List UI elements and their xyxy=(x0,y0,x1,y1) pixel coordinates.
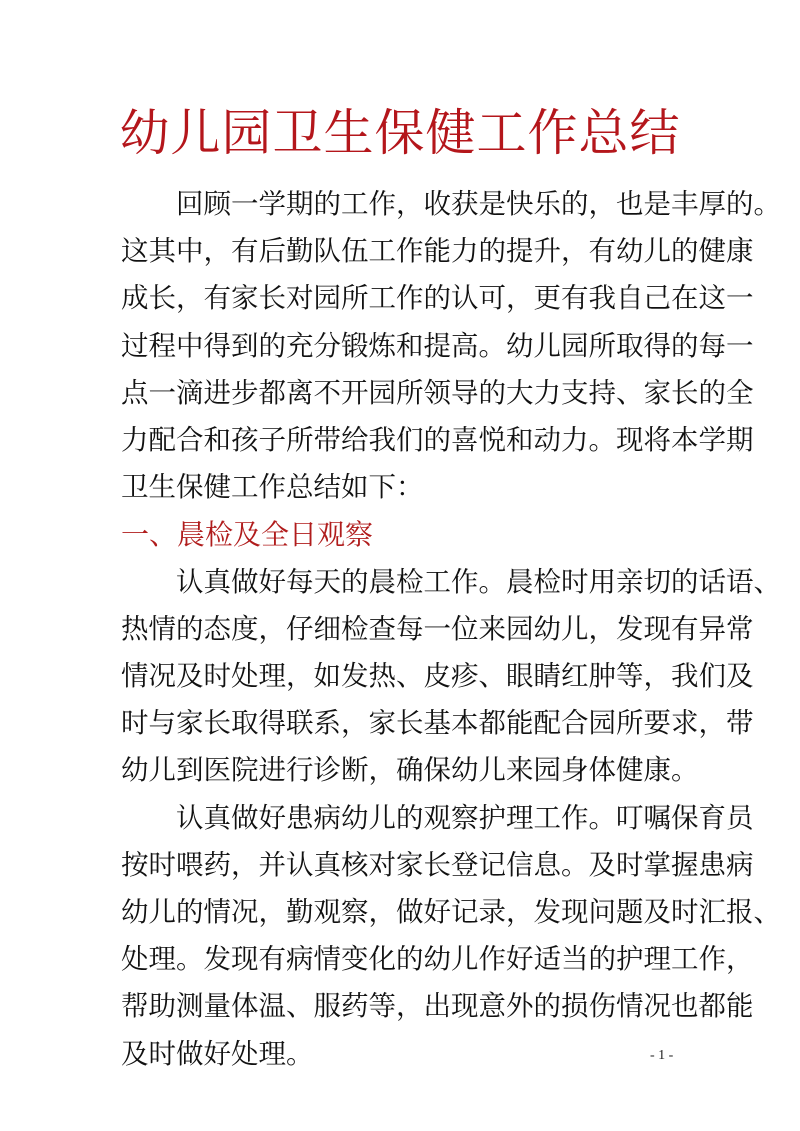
text-line: 按时喂药，并认真核对家长登记信息。及时掌握患病 xyxy=(121,848,754,881)
section-paragraph xyxy=(121,559,781,795)
text-line: 成长，有家长对园所工作的认可，更有我自己在这一 xyxy=(121,282,754,315)
text-line: 处理。发现有病情变化的幼儿作好适当的护理工作， xyxy=(121,943,754,976)
text-line: 及时做好处理。 xyxy=(121,1037,314,1070)
text-line: 幼儿到医院进行诊断，确保幼儿来园身体健康。 xyxy=(121,754,699,787)
document-body xyxy=(121,181,781,1078)
text-line: 点一滴进步都离不开园所领导的大力支持、家长的全 xyxy=(121,376,754,409)
text-line: 回顾一学期的工作，收获是快乐的，也是丰厚的。 xyxy=(176,188,781,220)
text-line: 过程中得到的充分锻炼和提高。幼儿园所取得的每一 xyxy=(121,329,754,362)
text-line: 力配合和孩子所带给我们的喜悦和动力。现将本学期 xyxy=(121,424,754,457)
text-line: 时与家长取得联系，家长基本都能配合园所要求，带 xyxy=(121,707,754,740)
text-line: 热情的态度，仔细检查每一位来园幼儿，发现有异常 xyxy=(121,612,754,645)
section-paragraph xyxy=(121,795,781,1078)
text-line: 认真做好每天的晨检工作。晨检时用亲切的话语、 xyxy=(176,565,781,598)
text-line: 卫生保健工作总结如下： xyxy=(121,471,424,504)
document-title: 幼儿园卫生保健工作总结 xyxy=(119,104,681,162)
text-line: 幼儿的情况，勤观察，做好记录，发现问题及时汇报、 xyxy=(121,896,781,929)
text-line: 这其中，有后勤队伍工作能力的提升，有幼儿的健康 xyxy=(121,235,754,268)
text-line: 认真做好患病幼儿的观察护理工作。叮嘱保育员 xyxy=(176,801,754,834)
page-number: - 1 - xyxy=(650,1048,674,1063)
section-heading-morning-check: 一、晨检及全日观察 xyxy=(121,518,374,552)
intro-paragraph xyxy=(121,181,781,511)
text-line: 情况及时处理，如发热、皮疹、眼睛红肿等，我们及 xyxy=(121,660,754,693)
text-line: 帮助测量体温、服药等，出现意外的损伤情况也都能 xyxy=(121,990,754,1023)
